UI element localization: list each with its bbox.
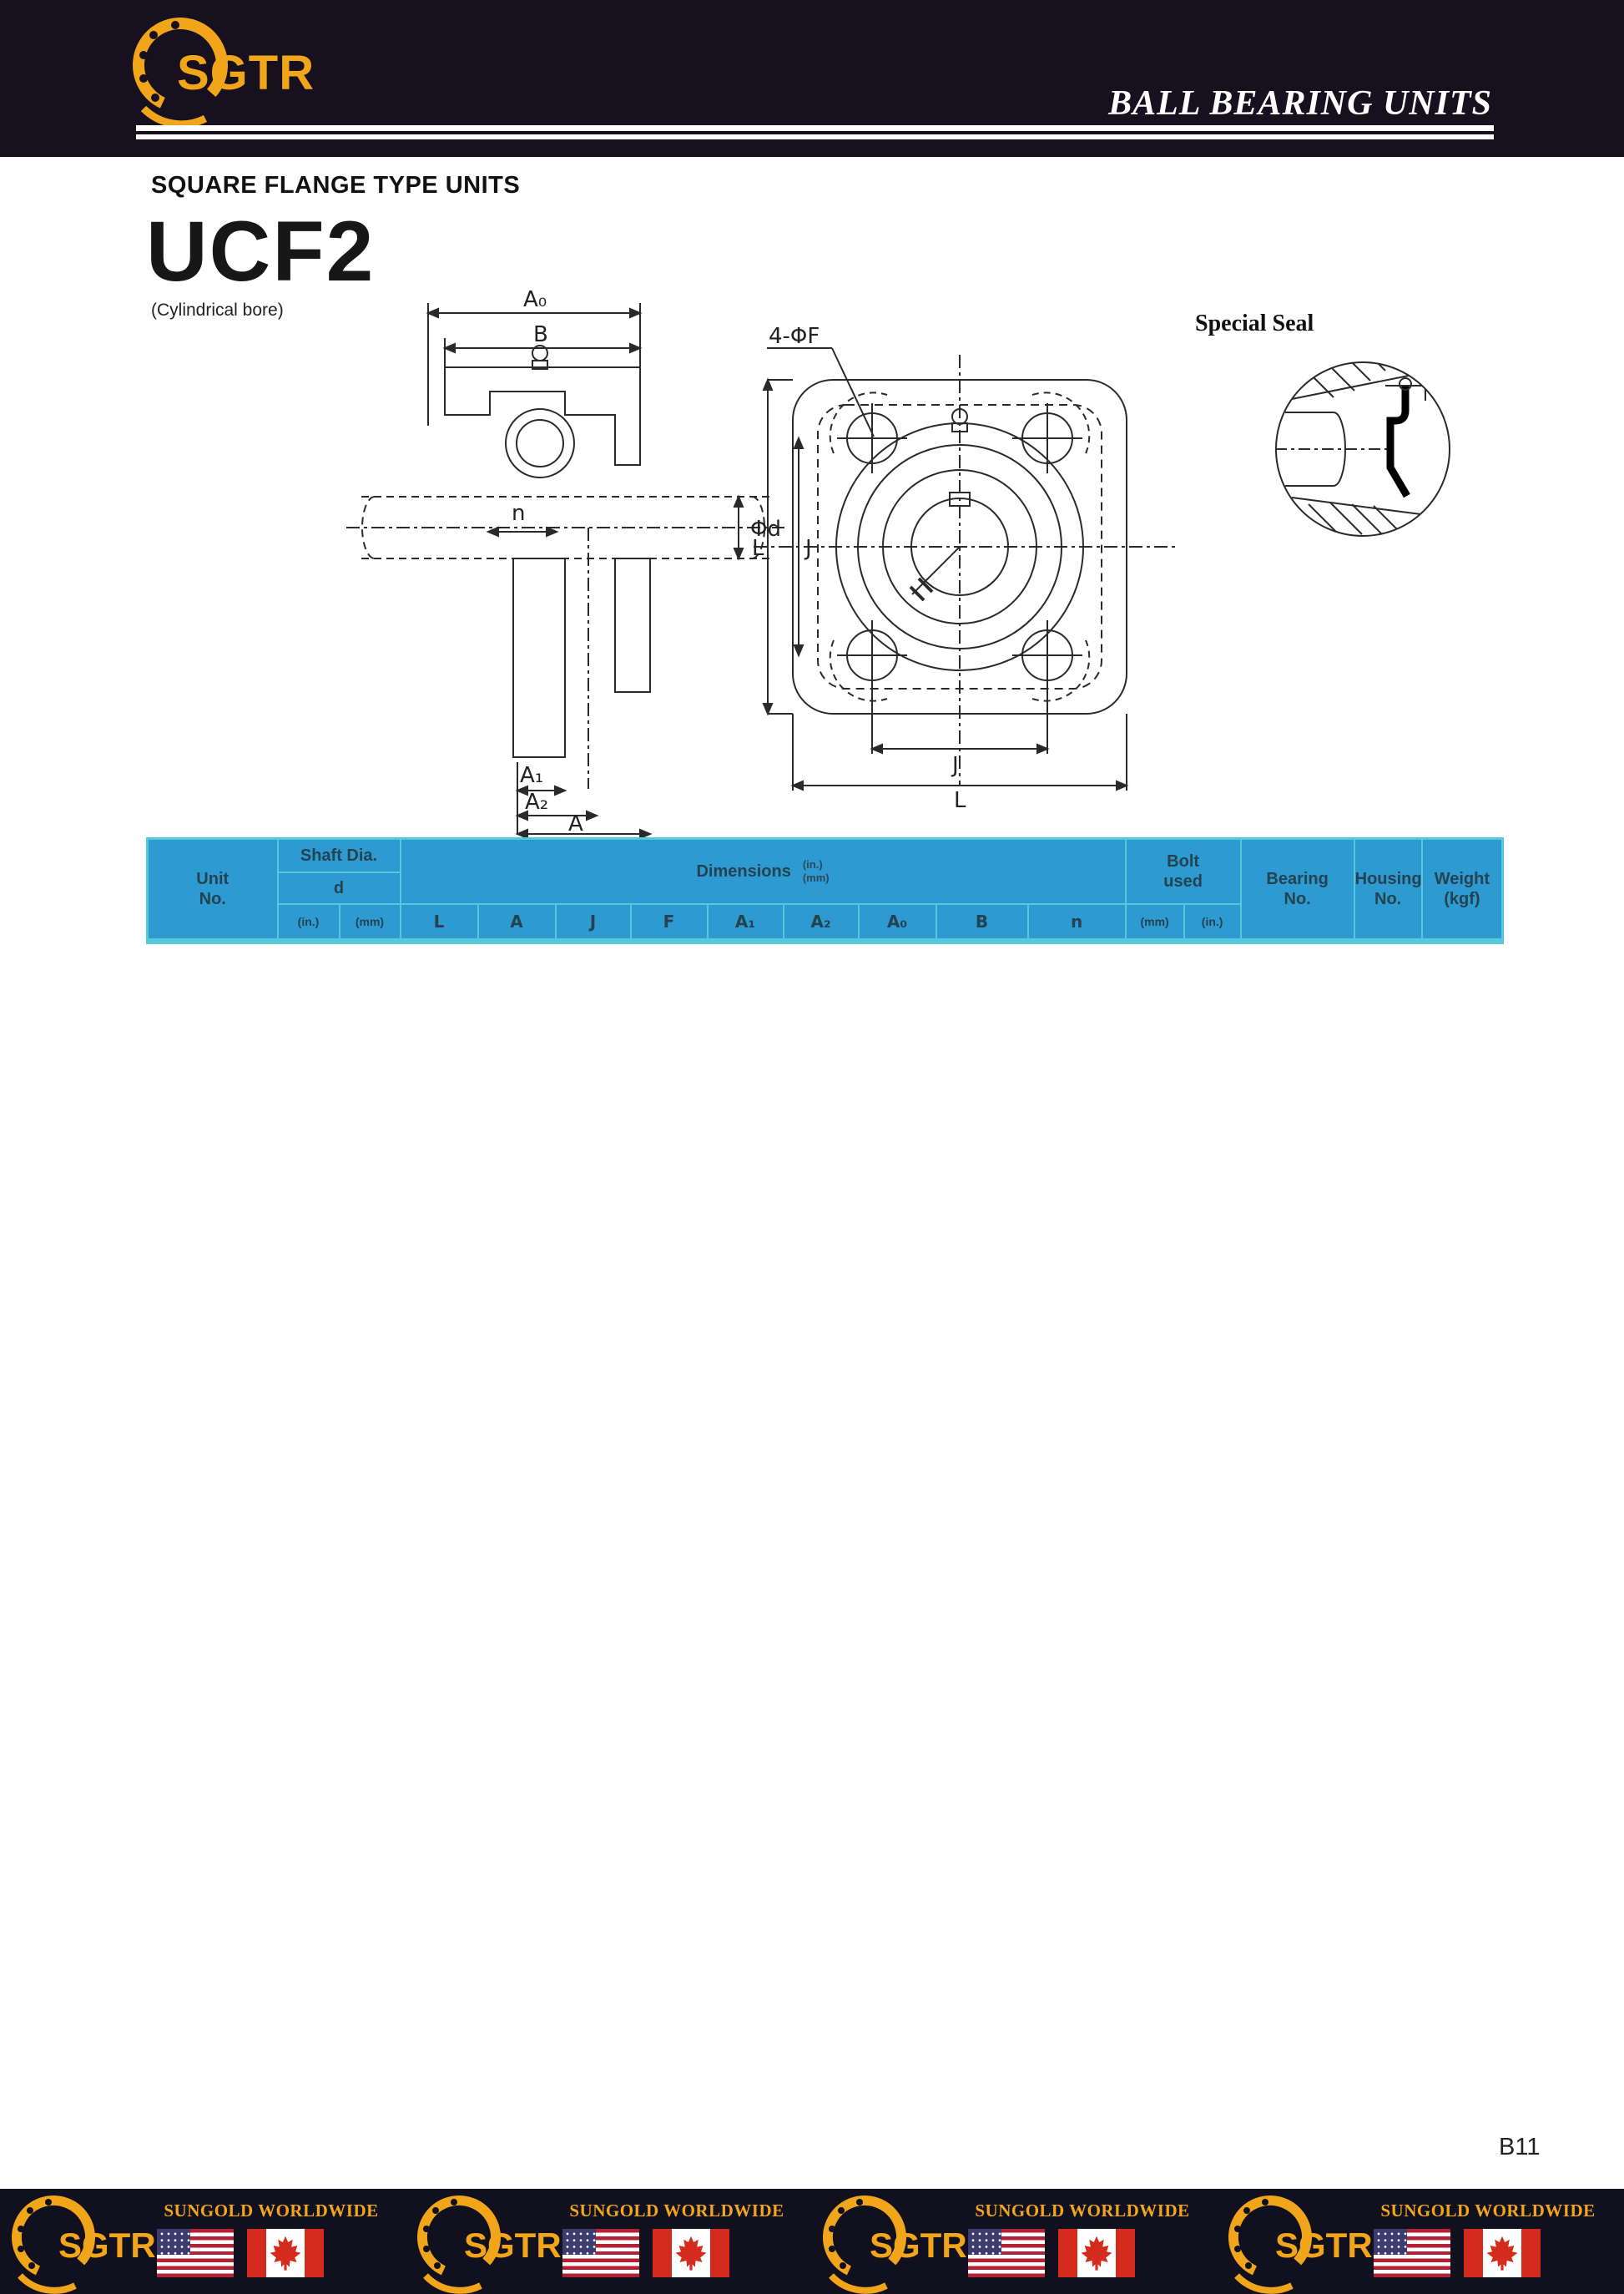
brand-name: SGTR: [58, 2226, 156, 2265]
svg-text:L: L: [954, 788, 966, 810]
brand-name: SGTR: [1275, 2226, 1373, 2265]
bore-subtitle: (Cylindrical bore): [151, 301, 284, 320]
footer-brand-unit: [406, 2189, 811, 2294]
front-view-diagram: [747, 321, 1185, 810]
svg-text:n: n: [512, 501, 526, 526]
section-title: SQUARE FLANGE TYPE UNITS: [151, 172, 521, 199]
svg-text:A₂: A₂: [525, 790, 549, 815]
footer-brand-unit: [811, 2189, 1217, 2294]
col-header-bearing: Bearing No.: [1241, 839, 1354, 942]
svg-text:Φd: Φd: [750, 517, 781, 542]
subcol-bolt-in: (in.): [1184, 904, 1241, 942]
col-header-unit: Unit No.: [148, 839, 278, 942]
subcol-dim-F: F: [631, 904, 708, 942]
subcol-dim-A: A: [478, 904, 556, 942]
canada-flag-icon: [1058, 2229, 1135, 2277]
footer-brand-unit: [0, 2189, 406, 2294]
subcol-dim-A₂: A₂: [784, 904, 859, 942]
footer-brand-unit: [1217, 2189, 1622, 2294]
footer-band: [0, 2189, 1624, 2294]
col-header-bolt: Bolt used: [1126, 839, 1241, 905]
maple-leaf-icon: [1485, 2236, 1519, 2271]
brand-name: SGTR: [464, 2226, 562, 2265]
brand-logo: [125, 12, 342, 129]
series-title: UCF2: [146, 204, 376, 299]
col-header-housing: Housing No.: [1354, 839, 1422, 942]
subcol-dim-n: n: [1028, 904, 1126, 942]
svg-text:J: J: [952, 753, 959, 778]
maple-leaf-icon: [1080, 2236, 1113, 2271]
side-view-diagram: [346, 288, 797, 839]
col-header-dimensions: Dimensions (in.) (mm): [401, 839, 1126, 905]
maple-leaf-icon: [269, 2236, 302, 2271]
subcol-dim-A₀: A₀: [859, 904, 936, 942]
svg-text:A₁: A₁: [520, 763, 544, 788]
footer-flags: [157, 2229, 324, 2277]
svg-text:Special Seal: Special Seal: [1195, 311, 1314, 336]
us-flag-icon: [157, 2229, 234, 2277]
header-band: [0, 0, 1624, 157]
svg-text:L: L: [752, 536, 764, 561]
spec-table: [146, 837, 1504, 944]
svg-text:J: J: [805, 536, 812, 561]
col-header-d: d: [278, 872, 401, 904]
svg-text:A₀: A₀: [523, 288, 547, 312]
canada-flag-icon: [247, 2229, 324, 2277]
page-number: B11: [1499, 2134, 1541, 2160]
special-seal-diagram: [1192, 306, 1475, 556]
us-flag-icon: [562, 2229, 639, 2277]
subcol-dim-B: B: [936, 904, 1028, 942]
footer-slogan: SUNGOLD WORLDWIDE: [1380, 2201, 1596, 2221]
us-flag-icon: [1374, 2229, 1450, 2277]
us-flag-icon: [968, 2229, 1045, 2277]
footer-slogan: SUNGOLD WORLDWIDE: [975, 2201, 1190, 2221]
footer-slogan: SUNGOLD WORLDWIDE: [569, 2201, 784, 2221]
canada-flag-icon: [653, 2229, 729, 2277]
banner-title: BALL BEARING UNITS: [1108, 84, 1492, 123]
subcol-dim-J: J: [556, 904, 631, 942]
brand-name: SGTR: [870, 2226, 967, 2265]
col-header-shaft: Shaft Dia.: [278, 839, 401, 873]
subcol-dim-A₁: A₁: [708, 904, 784, 942]
col-header-weight: Weight (kgf): [1422, 839, 1503, 942]
banner-rule: [136, 125, 1494, 131]
subcol-dim-L: L: [401, 904, 478, 942]
footer-flags: [562, 2229, 729, 2277]
canada-flag-icon: [1464, 2229, 1541, 2277]
spec-table-container: [146, 837, 1504, 944]
svg-text:4-ΦF: 4-ΦF: [769, 324, 820, 349]
banner-rule: [136, 134, 1494, 139]
subcol-bolt-mm: (mm): [1126, 904, 1184, 942]
svg-text:B: B: [533, 322, 548, 347]
footer-slogan: SUNGOLD WORLDWIDE: [164, 2201, 379, 2221]
subcol-shaft-mm: (mm): [340, 904, 401, 942]
maple-leaf-icon: [674, 2236, 708, 2271]
brand-name: SGTR: [177, 46, 315, 100]
svg-text:A: A: [568, 811, 583, 836]
footer-flags: [968, 2229, 1135, 2277]
footer-flags: [1374, 2229, 1541, 2277]
subcol-shaft-in: (in.): [278, 904, 340, 942]
